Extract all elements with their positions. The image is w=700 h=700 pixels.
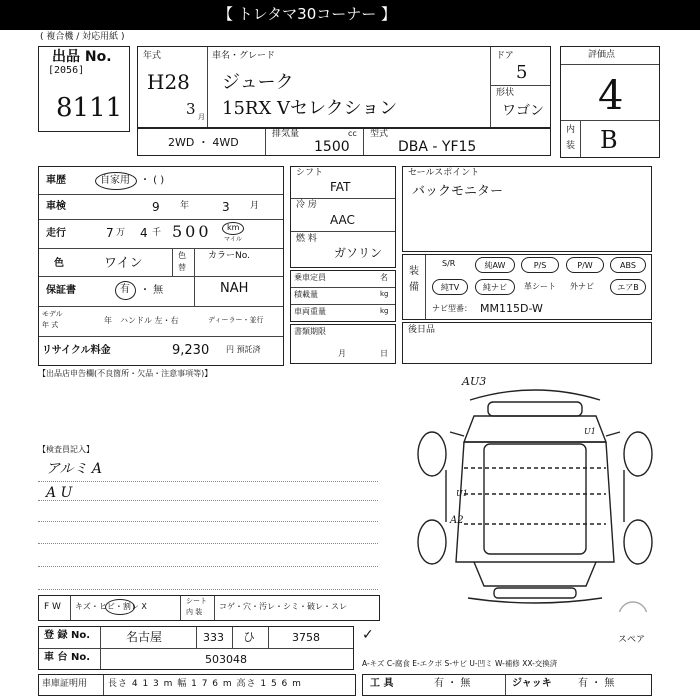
- fw-crack-circle: [105, 599, 135, 615]
- color-label: 色: [54, 258, 64, 269]
- equip-leather: 革シート: [524, 282, 556, 291]
- score-label: 評価点: [588, 50, 616, 60]
- weight-label: 車両重量: [294, 307, 326, 316]
- car-label: 車名・グレード: [212, 51, 276, 61]
- color-change-2: 替: [178, 263, 186, 272]
- insp-year: 9: [152, 200, 160, 214]
- recycle-value: 9,230: [172, 343, 210, 358]
- body-label: 形状: [496, 88, 515, 98]
- insp-month: 3: [222, 200, 230, 214]
- load-label: 積載量: [294, 290, 318, 299]
- lot-stamp: [2056]: [48, 65, 85, 76]
- doc-day: 日: [380, 349, 388, 358]
- warranty-yes: 有: [120, 284, 130, 295]
- weight-unit: kg: [380, 307, 389, 315]
- check-mark: ✓: [362, 627, 374, 643]
- doors: 5: [516, 62, 528, 83]
- tools-label: 工 具: [370, 678, 394, 689]
- interior-label-2: 装: [566, 141, 576, 151]
- mileage-sen: 4: [140, 226, 148, 240]
- sen-unit: 千: [152, 228, 162, 238]
- shift-label: シフト: [296, 168, 324, 178]
- interior-label-1: 内: [566, 125, 576, 135]
- inspector-line-1: アルミ A: [46, 461, 103, 477]
- ac-value: AAC: [330, 213, 355, 227]
- model-year-unit: 年: [104, 316, 112, 325]
- equip-power-window: P/W: [566, 257, 604, 273]
- model-label: 型式: [370, 129, 389, 139]
- damage-u1-right: U1: [584, 427, 596, 436]
- warranty-label: 保証書: [46, 285, 76, 296]
- color-no-label: カラーNo.: [208, 251, 250, 261]
- navi-label: ナビ型番：: [432, 304, 472, 313]
- history-rest: ・ ( ): [140, 175, 165, 186]
- man-unit: 万: [116, 228, 126, 238]
- doc-label: 書類期限: [294, 327, 326, 336]
- sales-box: [402, 166, 652, 252]
- reg-label: 登 録 No.: [44, 630, 91, 641]
- insp-year-unit: 年: [180, 201, 190, 211]
- sales-point: バックモニター: [412, 184, 504, 199]
- jack-label: ジャッキ: [512, 678, 552, 689]
- model-code: DBA - YF15: [398, 139, 477, 155]
- year-label: 年式: [143, 51, 162, 61]
- handle-side: ハンドル 左・右: [120, 316, 179, 325]
- spare-label: スペア: [618, 635, 646, 645]
- jack-value: 有 ・ 無: [578, 678, 615, 689]
- model-year-label-2: 年 式: [42, 321, 59, 329]
- car-diagram: [410, 372, 660, 612]
- reg-number: 3758: [292, 631, 320, 644]
- lot-label: 出品 No.: [52, 49, 112, 65]
- inspector-label: 【検査員記入】: [38, 445, 94, 454]
- equip-label-2: 備: [409, 282, 419, 293]
- car-name: ジューク: [222, 72, 294, 93]
- insp-month-unit: 月: [250, 201, 260, 211]
- year-value: H28: [147, 70, 190, 94]
- damage-u1-left: U1: [456, 489, 468, 498]
- inspector-line-2: A U: [46, 485, 73, 501]
- fuel-label: 燃 料: [296, 234, 317, 244]
- recycle-unit: 円 預託済: [226, 345, 261, 354]
- mileage-rest: 500: [172, 222, 212, 241]
- chassis-number: 503048: [205, 653, 247, 666]
- capacity-label: 乗車定員: [294, 273, 326, 282]
- recycle-label: リサイクル料金: [42, 345, 111, 356]
- equip-sr: S/R: [442, 259, 456, 268]
- reg-class: 333: [203, 631, 224, 644]
- lot-number: 8111: [56, 93, 123, 123]
- equip-label-1: 装: [409, 266, 419, 277]
- equip-navi: 純ナビ: [475, 279, 515, 295]
- equip-tv: 純TV: [432, 279, 468, 295]
- navi-model: MM115D-W: [480, 302, 543, 315]
- form-subtitle: ( 複合機 / 対応用紙 ): [40, 32, 125, 42]
- month-value: 3: [186, 100, 196, 118]
- equip-airbag: エアB: [610, 279, 646, 295]
- damage-a2: A2: [450, 515, 464, 526]
- mile-unit: マイル: [224, 236, 242, 243]
- km-unit: km: [227, 223, 240, 232]
- fuel-value: ガソリン: [334, 246, 383, 260]
- month-unit: 月: [198, 113, 205, 121]
- capacity-unit: 名: [380, 273, 388, 282]
- drive-type: 2WD ・ 4WD: [168, 136, 239, 149]
- fw-text: キズ・ヒビ・割レ X: [75, 602, 147, 611]
- displacement: 1500: [314, 139, 350, 155]
- sales-label: セールスポイント: [408, 168, 480, 178]
- seat-text: コゲ・穴・汚レ・シミ・破レ・スレ: [219, 602, 347, 611]
- seat-label-2: 内 装: [186, 608, 203, 616]
- equip-abs: ABS: [610, 257, 646, 273]
- warranty-no: ・ 無: [140, 285, 164, 296]
- color-change-1: 色: [178, 251, 186, 260]
- body-type: ワゴン: [502, 103, 544, 119]
- reg-kana: ひ: [243, 630, 256, 644]
- mileage-man: 7: [106, 226, 114, 240]
- chassis-label: 車 台 No.: [44, 652, 91, 663]
- fit-label: 後日品: [408, 325, 436, 335]
- inspection-label: 車検: [46, 201, 66, 212]
- reg-area: 名古屋: [126, 630, 163, 644]
- equip-alloy-wheel: 純AW: [475, 257, 515, 273]
- dealer-type: ディーラー・並行: [208, 316, 264, 324]
- shift-value: FAT: [330, 180, 351, 194]
- interior-value: B: [600, 126, 618, 154]
- header-title: 【 トレタマ30コーナー 】: [218, 5, 397, 23]
- damage-legend: A-キズ C-腐食 E-エクボ S-サビ U-凹ミ W-補修 XX-交換済: [362, 659, 558, 668]
- history-value: 自家用: [100, 175, 130, 186]
- cert-dimensions: 長さ 4 1 3 m 幅 1 7 6 m 高さ 1 5 6 m: [108, 679, 302, 689]
- model-year-label-1: モデル: [42, 310, 63, 318]
- fit-box: [402, 322, 652, 364]
- door-label: ドア: [496, 51, 514, 61]
- load-unit: kg: [380, 290, 389, 298]
- seat-label-1: シート: [186, 597, 207, 605]
- equip-power-steering: P/S: [521, 257, 559, 273]
- color-value: ワイン: [104, 256, 143, 271]
- score-value: 4: [598, 73, 624, 119]
- grade: 15RX Vセレクション: [222, 98, 398, 119]
- disp-label: 排気量: [272, 129, 300, 139]
- mileage-label: 走行: [46, 228, 66, 239]
- report-label: 【出品店申告欄(不良箇所・欠品・注意事項等)】: [38, 369, 213, 378]
- ac-label: 冷 房: [296, 200, 317, 210]
- color-no: NAH: [220, 281, 249, 296]
- doc-month: 月: [338, 349, 346, 358]
- equip-external-navi: 外ナビ: [570, 282, 594, 291]
- damage-au3: AU3: [462, 375, 487, 388]
- history-label: 車歴: [46, 175, 66, 186]
- tools-value: 有 ・ 無: [434, 678, 471, 689]
- cc-unit: cc: [348, 129, 357, 138]
- cert-label: 車庫証明用: [42, 679, 88, 689]
- fw-label: F W: [44, 602, 61, 612]
